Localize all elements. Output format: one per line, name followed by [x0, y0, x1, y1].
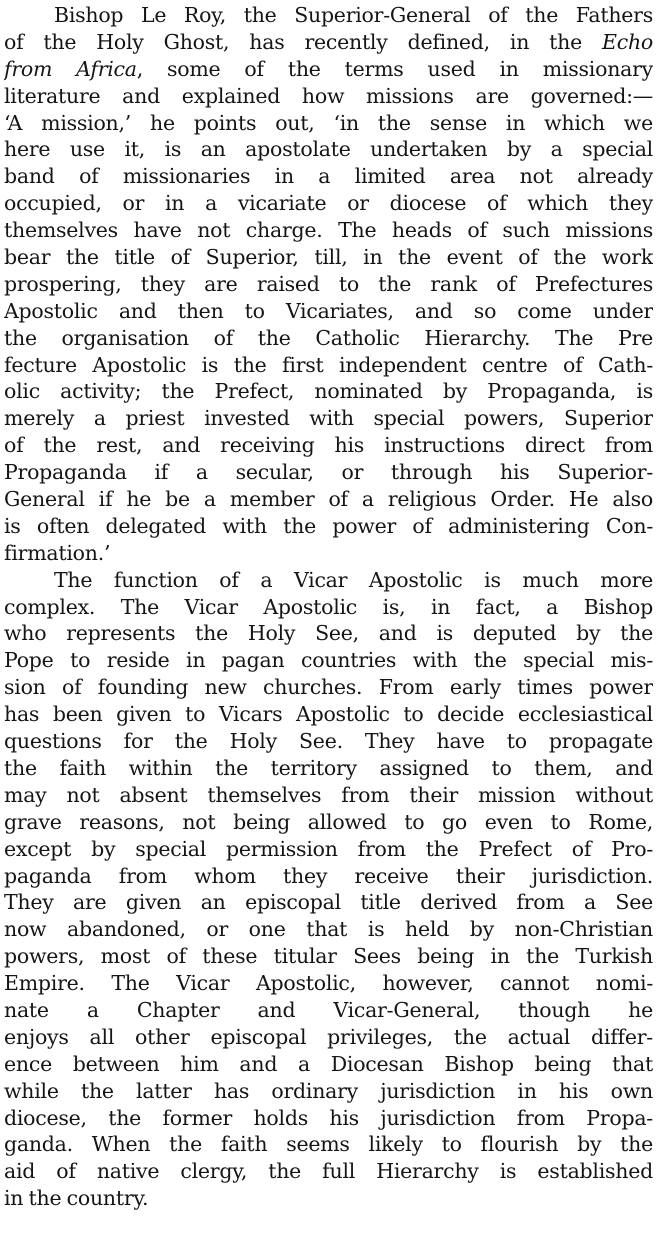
text-line: Bishop Le Roy, the Superior-General of the Fathers	[54, 3, 653, 27]
text-line: except by special permission from the Prefect of Pro-	[4, 836, 653, 861]
text-line: Propaganda if a secular, or through his Superior-	[4, 460, 653, 485]
text-line: literature and explained how missions are governed:—	[4, 83, 653, 108]
text-line: band of missionaries in a limited area not already	[4, 164, 653, 189]
text-line-end: , some of the terms used in missionary	[136, 56, 653, 81]
text-line: ‘A mission,’ he points out, ‘in the sense in which we	[4, 110, 653, 135]
paragraph-2	[4, 567, 653, 1212]
text-line: questions for the Holy See. They have to propagate	[4, 729, 653, 754]
text-line: powers, most of these titular Sees being in the Turkish	[4, 944, 653, 969]
text-line: now abandoned, or one that is held by non-Christian	[4, 917, 653, 942]
text-line-start: of the Holy Ghost, has recently defined, in the	[4, 29, 602, 54]
text-line: merely a priest invested with special powers, Superior	[4, 406, 653, 431]
text-line: Empire. The Vicar Apostolic, however, cannot nomi-	[4, 971, 653, 996]
text-line: may not absent themselves from their mission without	[4, 782, 653, 807]
text-line: grave reasons, not being allowed to go even to Rome,	[4, 809, 653, 834]
text-line: has been given to Vicars Apostolic to decide ecclesiastical	[4, 702, 653, 727]
text-line: of the rest, and receiving his instructions direct from	[4, 433, 653, 458]
text-line: occupied, or in a vicariate or diocese of which they	[4, 191, 653, 216]
text-line: Apostolic and then to Vicariates, and so come under	[4, 298, 653, 323]
article-page	[0, 2, 659, 1233]
text-line: complex. The Vicar Apostolic is, in fact, a Bishop	[4, 594, 653, 619]
text-line: The function of a Vicar Apostolic is much more	[54, 567, 653, 592]
text-line: firmation.’	[4, 540, 111, 565]
text-line: themselves have not charge. The heads of such missions	[4, 218, 653, 243]
text-line: in the country.	[4, 1186, 149, 1211]
text-line: who represents the Holy See, and is deputed by the	[4, 621, 653, 646]
text-line: nate a Chapter and Vicar-General, though he	[4, 997, 653, 1022]
text-line: olic activity; the Prefect, nominated by Propaganda, is	[4, 379, 653, 404]
text-line: enjoys all other episcopal privileges, the actual differ-	[4, 1024, 653, 1049]
text-line: Pope to reside in pagan countries with the special mis-	[4, 648, 653, 673]
text-line: aid of native clergy, the full Hierarchy is established	[4, 1159, 653, 1184]
text-line: the faith within the territory assigned to them, and	[4, 755, 653, 780]
text-line: diocese, the former holds his jurisdiction from Propa-	[4, 1105, 653, 1130]
text-line: the organisation of the Catholic Hierarchy. The Pre	[4, 325, 653, 350]
text-line: ganda. When the faith seems likely to flourish by the	[4, 1132, 653, 1157]
text-line	[4, 56, 653, 83]
periodical-title-part-2: from Africa	[4, 56, 137, 81]
text-line: paganda from whom they receive their jurisdiction.	[4, 863, 653, 888]
text-line: sion of founding new churches. From early times power	[4, 675, 653, 700]
text-line: They are given an episcopal title derived from a See	[4, 890, 653, 915]
text-line	[4, 29, 653, 56]
text-line: prospering, they are raised to the rank of Prefectures	[4, 271, 653, 296]
text-line: General if he be a member of a religious Order. He also	[4, 487, 653, 512]
text-line: fecture Apostolic is the first independent centre of Cath-	[4, 352, 653, 377]
text-line: ence between him and a Diocesan Bishop being that	[4, 1051, 653, 1076]
text-line: bear the title of Superior, till, in the event of the work	[4, 245, 653, 270]
text-line: here use it, is an apostolate undertaken by a special	[4, 137, 653, 162]
text-line: is often delegated with the power of administering Con-	[4, 513, 653, 538]
periodical-title-part-1: Echo	[602, 29, 653, 54]
paragraph-1	[4, 2, 653, 567]
text-line: while the latter has ordinary jurisdiction in his own	[4, 1078, 653, 1103]
